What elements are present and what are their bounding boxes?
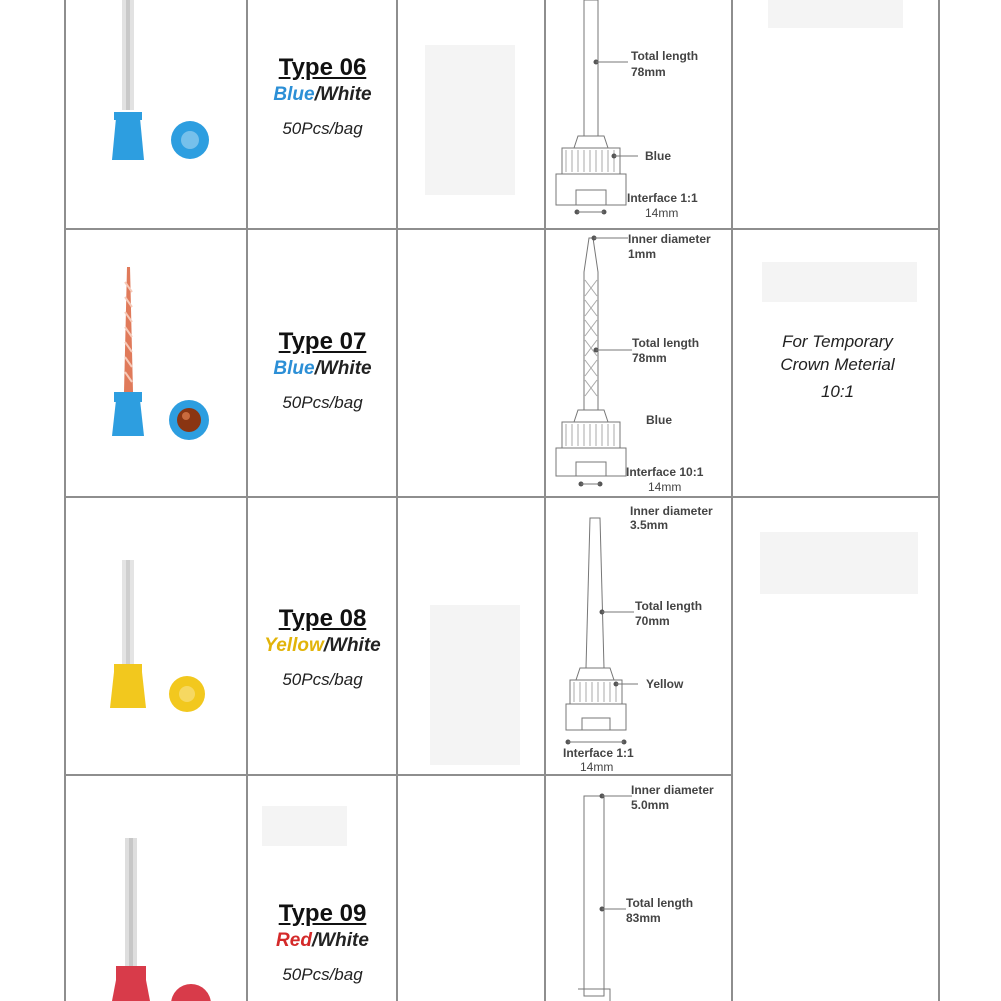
mixing-tip-cap bbox=[171, 984, 211, 1001]
total-length-value: 83mm bbox=[626, 911, 661, 925]
inner-diameter-label: Inner diameter bbox=[630, 504, 713, 518]
mixing-tip-hub bbox=[110, 672, 146, 708]
inner-diameter-value: 1mm bbox=[628, 247, 657, 261]
grid-line bbox=[64, 496, 940, 498]
type-title: Type 06 bbox=[278, 54, 367, 81]
tip-drawing bbox=[548, 512, 638, 752]
type-08-info bbox=[250, 605, 395, 691]
total-length-value: 78mm bbox=[631, 65, 666, 79]
total-length-label: Total length bbox=[626, 896, 694, 910]
mixing-tip-hub bbox=[112, 118, 144, 160]
type-title: Type 08 bbox=[278, 605, 367, 632]
type-06-info bbox=[250, 54, 395, 140]
total-length-label: Total length bbox=[631, 49, 699, 63]
application-note bbox=[740, 330, 935, 403]
grid-line bbox=[64, 0, 66, 1001]
total-length-value: 78mm bbox=[632, 351, 667, 365]
mixing-tip-hub bbox=[116, 966, 146, 980]
grid-line bbox=[731, 0, 733, 1001]
interface-label: Interface 1:1 bbox=[627, 191, 698, 205]
color-spec: Red/White bbox=[276, 930, 369, 951]
tip-drawing bbox=[548, 784, 638, 1001]
total-length-value: 70mm bbox=[635, 614, 670, 628]
grid-line bbox=[544, 0, 546, 1001]
background-block bbox=[430, 605, 520, 765]
grid-line bbox=[64, 228, 940, 230]
total-length-label: Total length bbox=[632, 336, 700, 350]
inner-diameter-label: Inner diameter bbox=[628, 232, 711, 246]
hub-color-label: Blue bbox=[645, 149, 672, 163]
hub-color-label: Blue bbox=[646, 413, 673, 427]
inner-diameter-label: Inner diameter bbox=[631, 783, 714, 797]
interface-size: 14mm bbox=[580, 760, 614, 774]
type-title: Type 07 bbox=[278, 328, 367, 355]
grid-line bbox=[64, 774, 732, 776]
inner-diameter-value: 3.5mm bbox=[630, 518, 669, 532]
total-length-label: Total length bbox=[635, 599, 703, 613]
grid-line bbox=[246, 0, 248, 1001]
note-line: Crown Meterial bbox=[780, 355, 895, 374]
background-block bbox=[425, 45, 515, 195]
mixing-tip-hub bbox=[112, 400, 144, 436]
note-line: For Temporary bbox=[782, 332, 893, 351]
color-spec: Blue/White bbox=[273, 358, 372, 379]
background-block bbox=[762, 262, 917, 302]
inner-diameter-value: 5.0mm bbox=[631, 798, 670, 812]
mixing-tip-photo bbox=[100, 838, 220, 1001]
mixing-tip-photo bbox=[100, 262, 220, 442]
interface-size: 14mm bbox=[648, 480, 682, 494]
mixing-tip-photo bbox=[100, 0, 220, 170]
hub-color-label: Yellow bbox=[646, 677, 684, 691]
note-ratio: 10:1 bbox=[820, 382, 855, 401]
grid-line bbox=[396, 0, 398, 1001]
type-09-info bbox=[250, 900, 395, 986]
color-spec: Blue/White bbox=[273, 84, 372, 105]
background-block bbox=[760, 532, 918, 594]
color-spec: Yellow/White bbox=[264, 635, 381, 656]
mixing-tip-photo bbox=[100, 560, 220, 712]
type-title: Type 09 bbox=[278, 900, 367, 927]
tip-drawing bbox=[548, 0, 638, 225]
quantity-text: 50Pcs/bag bbox=[282, 670, 363, 689]
type-07-info bbox=[250, 328, 395, 414]
grid-line bbox=[938, 0, 940, 1001]
interface-label: Interface 10:1 bbox=[626, 465, 704, 479]
quantity-text: 50Pcs/bag bbox=[282, 119, 363, 138]
interface-label: Interface 1:1 bbox=[563, 746, 634, 760]
background-block bbox=[768, 0, 903, 28]
quantity-text: 50Pcs/bag bbox=[282, 965, 363, 984]
quantity-text: 50Pcs/bag bbox=[282, 393, 363, 412]
tip-drawing bbox=[548, 232, 638, 494]
interface-size: 14mm bbox=[645, 206, 679, 220]
background-block bbox=[262, 806, 347, 846]
